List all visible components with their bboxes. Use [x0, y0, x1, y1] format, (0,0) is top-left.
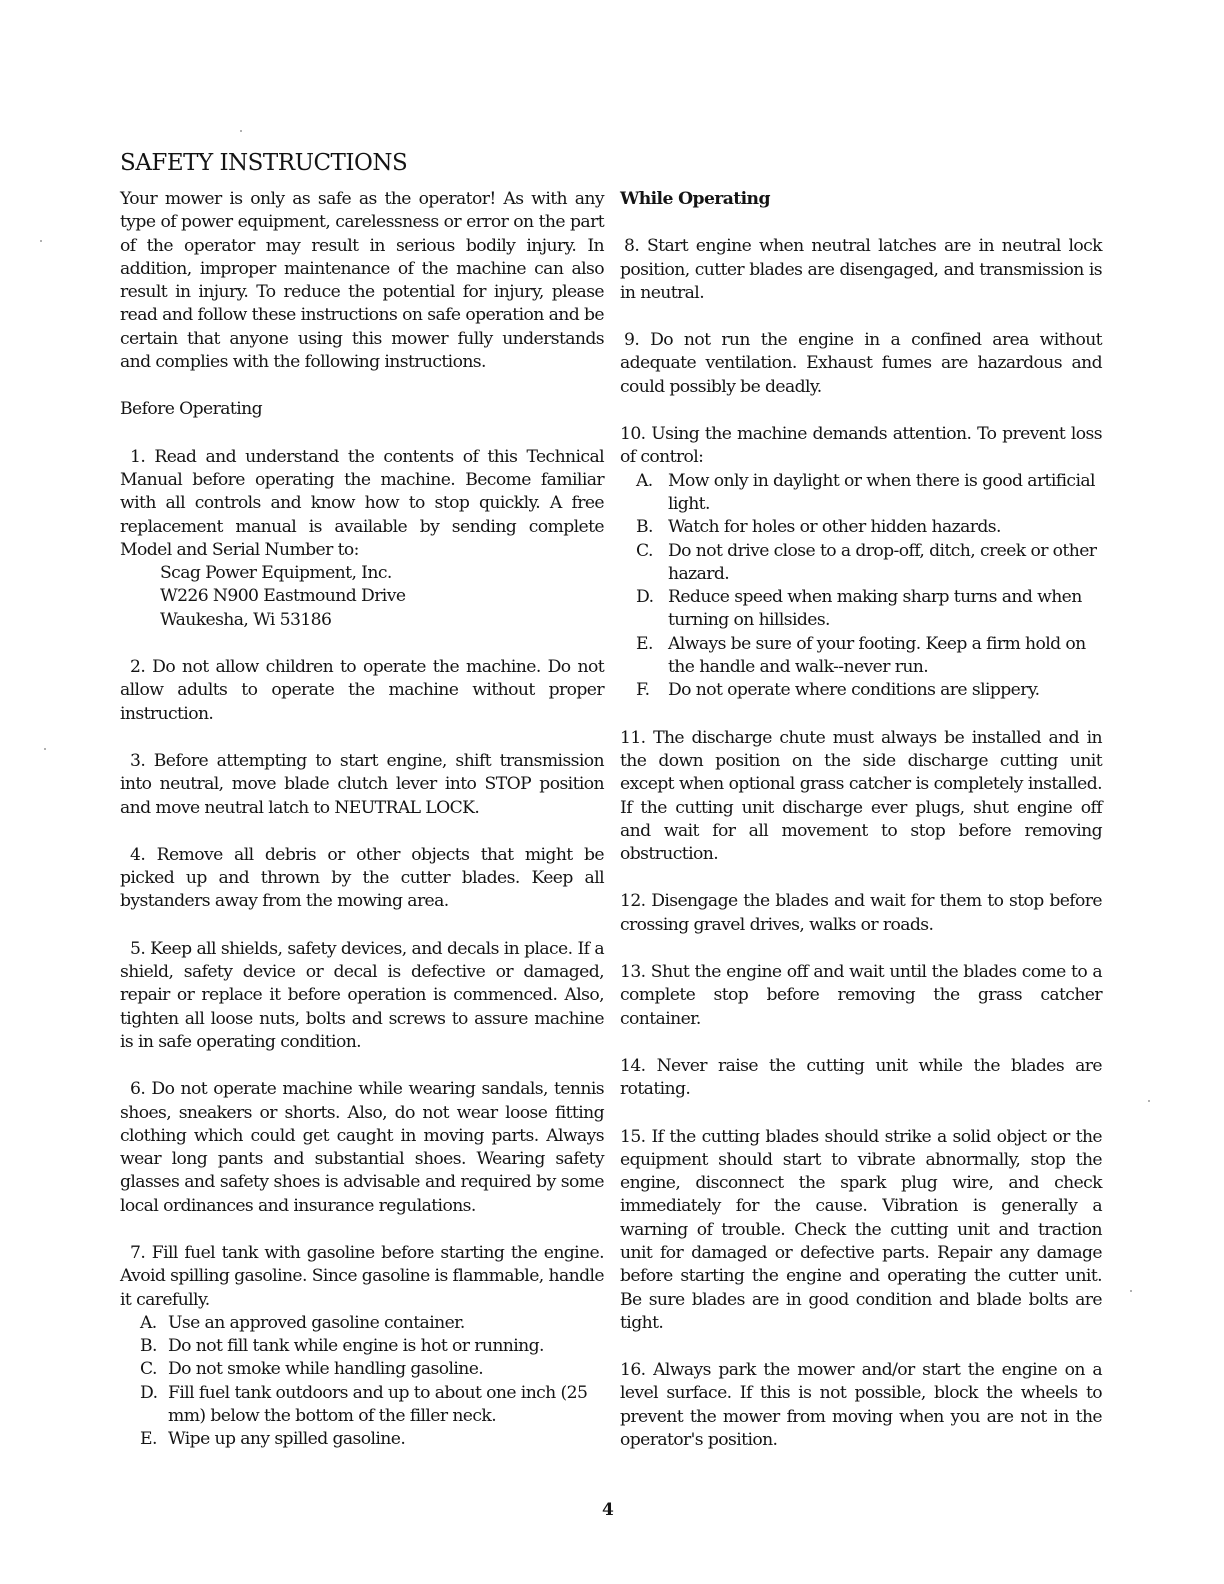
instruction-4: 4. Remove all debris or other objects that might be picked up and thrown by the cutter blades. Keep all bystanders away from the mowing area.	[120, 844, 604, 912]
instruction-7-text: 7. Fill fuel tank with gasoline before starting the engine. Avoid spilling gasoline. Since gasoline is flammable, handle it carefully.	[120, 1242, 604, 1310]
list-item: D. Fill fuel tank outdoors and up to about one inch (25 mm) below the bottom of the filler neck.	[140, 1382, 588, 1427]
address-line: W226 N900 Eastmound Drive	[160, 586, 406, 607]
list-item: E. Always be sure of your footing. Keep a firm hold on the handle and walk--never run.	[636, 633, 1086, 678]
instruction-2: 2. Do not allow children to operate the machine. Do not allow adults to operate the machine without proper instruction.	[120, 657, 604, 724]
mailing-address	[120, 562, 604, 632]
list-item: B. Do not fill tank while engine is hot or running.	[140, 1336, 544, 1357]
list-item: B. Watch for holes or other hidden hazards.	[636, 517, 1001, 538]
page-number: 4	[602, 1500, 614, 1520]
list-item: C. Do not drive close to a drop-off, ditch, creek or other hazard.	[636, 540, 1097, 584]
instruction-1-text: 1. Read and understand the contents of this Technical Manual before operating the machine. Become familiar with all controls and know how to stop quickly. A free replacement manual is available by sending complete Model and Serial Number to:	[120, 446, 604, 560]
fuel-sublist	[120, 1312, 604, 1452]
page-title: SAFETY INSTRUCTIONS	[120, 150, 408, 176]
instruction-12: 12. Disengage the blades and wait for them to stop before crossing gravel drives, walks or roads.	[620, 891, 1102, 935]
list-item: C. Do not smoke while handling gasoline.	[140, 1359, 484, 1380]
instruction-1	[120, 446, 604, 632]
instruction-7	[120, 1242, 604, 1452]
list-item: E. Wipe up any spilled gasoline.	[140, 1429, 406, 1450]
right-column	[620, 188, 1102, 1476]
instruction-11: 11. The discharge chute must always be installed and in the down position on the side discharge cutting unit except when optional grass catcher is completely installed. If the cutting unit discharge ever plugs, shut engine off and wait for all movement to stop before removing obstruction.	[620, 727, 1102, 865]
before-operating-heading: Before Operating	[120, 399, 262, 420]
address-line: Waukesha, Wi 53186	[160, 609, 332, 630]
instruction-16: 16. Always park the mower and/or start the engine on a level surface. If this is not possible, block the wheels to prevent the mower from moving when you are not in the operator's position.	[620, 1360, 1102, 1451]
instruction-15: 15. If the cutting blades should strike a solid object or the equipment should start to vibrate abnormally, stop the engine, disconnect the spark plug wire, and check immediately for the cause. Vibration is generally a warning of trouble. Check the cutting unit and traction unit for damaged or defective parts. Repair any damage before starting the engine and operating the cutter unit. Be sure blades are in good condition and blade bolts are tight.	[620, 1126, 1102, 1333]
scan-speck	[1130, 1290, 1132, 1292]
scan-speck	[1148, 1100, 1150, 1102]
instruction-10-text: 10. Using the machine demands attention. To prevent loss of control:	[620, 424, 1102, 468]
instruction-3: 3. Before attempting to start engine, shift transmission into neutral, move blade clutch lever into STOP position and move neutral latch to NEUTRAL LOCK.	[120, 750, 604, 818]
instruction-9: 9. Do not run the engine in a confined area without adequate ventilation. Exhaust fumes are hazardous and could possibly be deadly.	[620, 330, 1102, 397]
instruction-5: 5. Keep all shields, safety devices, and decals in place. If a shield, safety device or decal is defective or damaged, repair or replace it before operation is commenced. Also, tighten all loose nuts, bolts and screws to assure machine is in safe operating condition.	[120, 938, 604, 1052]
instruction-6: 6. Do not operate machine while wearing sandals, tennis shoes, sneakers or shorts. Also, do not wear loose fitting clothing which could get caught in moving parts. Always wear long pants and substantial shoes. Wearing safety glasses and safety shoes is advisable and required by some local ordinances and insurance regulations.	[120, 1079, 604, 1216]
intro-paragraph: Your mower is only as safe as the operator! As with any type of power equipment, carelessness or error on the part of the operator may result in serious bodily injury. In addition, improper maintenance of the machine can also result in injury. To reduce the potential for injury, please read and follow these instructions on safe operation and be certain that anyone using this mower fully understands and complies with the following instructions.	[120, 189, 604, 373]
scan-speck	[44, 748, 46, 750]
list-item: D. Reduce speed when making sharp turns and when turning on hillsides.	[636, 587, 1082, 631]
control-sublist	[620, 470, 1102, 703]
instruction-10	[620, 423, 1102, 703]
list-item: A. Use an approved gasoline container.	[140, 1312, 465, 1333]
while-operating-heading: While Operating	[620, 189, 770, 209]
instruction-14: 14. Never raise the cutting unit while the blades are rotating.	[620, 1055, 1102, 1100]
left-column	[120, 188, 604, 1476]
scan-speck	[240, 130, 242, 132]
instruction-13: 13. Shut the engine off and wait until the blades come to a complete stop before removing the grass catcher container.	[620, 962, 1102, 1029]
address-line: Scag Power Equipment, Inc.	[160, 563, 392, 584]
scan-speck	[40, 240, 42, 242]
list-item: F. Do not operate where conditions are slippery.	[636, 680, 1040, 701]
list-item: A. Mow only in daylight or when there is good artificial light.	[636, 470, 1095, 514]
instruction-8: 8. Start engine when neutral latches are in neutral lock position, cutter blades are disengaged, and transmission is in neutral.	[620, 236, 1102, 303]
